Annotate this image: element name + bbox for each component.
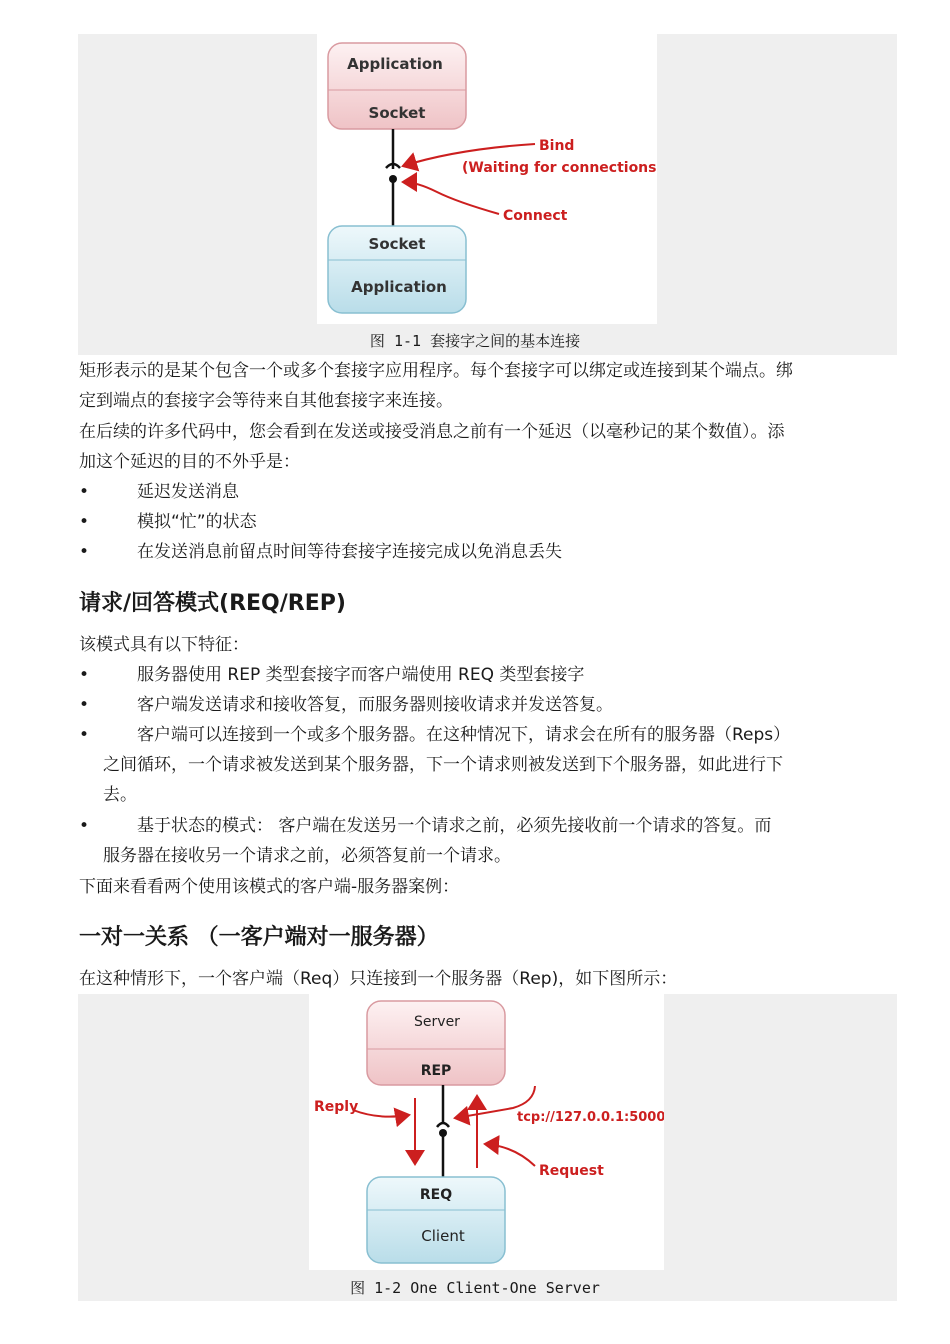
- connect-label: Connect: [503, 208, 568, 224]
- bullet-icon: •: [79, 482, 90, 502]
- figure-1-caption: 图 1-1 套接字之间的基本连接: [369, 332, 581, 350]
- reply-pointer: [353, 1110, 409, 1117]
- request-pointer: [485, 1144, 535, 1166]
- section-heading-one-to-one: 一对一关系 （一客户端对一服务器）: [79, 925, 439, 950]
- list-item-line: 服务器在接收另一个请求之前，必须答复前一个请求。: [103, 846, 511, 866]
- rep-label: REP: [420, 1063, 452, 1079]
- connect-arrow: [403, 182, 499, 214]
- reply-label: Reply: [314, 1099, 359, 1115]
- bullet-icon: •: [79, 725, 90, 745]
- bind-sublabel: (Waiting for connections): [462, 160, 657, 176]
- request-label: Request: [539, 1163, 604, 1179]
- bullet-icon: •: [79, 512, 90, 532]
- socket-connection-diagram: [317, 34, 657, 324]
- paragraph-line: 定到端点的套接字会等待来自其他套接字来连接。: [79, 391, 453, 411]
- paragraph-line: 在后续的许多代码中，您会看到在发送或接受消息之前有一个延迟（以毫秒记的某个数值）。添: [79, 422, 785, 442]
- list-item-text: [103, 811, 899, 871]
- socket-cup: [437, 1123, 449, 1127]
- bullet-icon: •: [79, 695, 90, 715]
- figure-1-canvas: [317, 34, 657, 324]
- list-item-line: 之间循环，一个请求被发送到某个服务器，下一个请求则被发送到下个服务器，如此进行下: [103, 755, 783, 775]
- paragraph-line: 加这个延迟的目的不外乎是：: [79, 452, 300, 472]
- top-socket-label: Socket: [368, 104, 426, 122]
- top-application-label: Application: [347, 55, 443, 73]
- tcp-address-label: tcp://127.0.0.1:5000: [517, 1110, 664, 1125]
- paragraph-line: 矩形表示的是某个包含一个或多个套接字应用程序。每个套接字可以绑定或连接到某个端点。绑: [79, 361, 793, 381]
- req-rep-diagram: [309, 994, 664, 1270]
- list-item-line: 基于状态的模式： 客户端在发送另一个请求之前，必须先接收前一个请求的答复。而: [137, 816, 772, 836]
- bottom-application-label: Application: [351, 278, 447, 296]
- paragraph-delay: [79, 417, 899, 477]
- bullet-icon: •: [79, 542, 90, 562]
- list-item-text: [103, 720, 899, 810]
- paragraph-examples: 下面来看看两个使用该模式的客户端-服务器案例：: [79, 877, 460, 897]
- bullet-icon: •: [79, 816, 90, 836]
- paragraph-one-to-one: 在这种情形下，一个客户端（Req）只连接到一个服务器（Rep)，如下图所示：: [79, 969, 678, 989]
- list-item-text: 服务器使用 REP 类型套接字而客户端使用 REQ 类型套接字: [137, 665, 585, 685]
- client-label: Client: [421, 1227, 465, 1245]
- bind-label: Bind: [539, 138, 575, 154]
- list-item-text: 模拟“忙”的状态: [137, 512, 257, 532]
- figure-2-canvas: [309, 994, 664, 1270]
- bullet-icon: •: [79, 665, 90, 685]
- list-item: [79, 811, 899, 871]
- figure-2-caption: 图 1-2 One Client-One Server: [350, 1279, 600, 1297]
- list-item: [79, 720, 899, 810]
- req-label: REQ: [419, 1187, 453, 1203]
- list-item-text: 延迟发送消息: [137, 482, 239, 502]
- list-item-line: 去。: [103, 785, 137, 805]
- paragraph-features: 该模式具有以下特征：: [79, 635, 249, 655]
- server-label: Server: [414, 1014, 460, 1030]
- section-heading-req-rep: 请求/回答模式(REQ/REP): [79, 591, 346, 616]
- list-item-text: 客户端发送请求和接收答复，而服务器则接收请求并发送答复。: [137, 695, 613, 715]
- list-item-text: 在发送消息前留点时间等待套接字连接完成以免消息丢失: [137, 542, 562, 562]
- paragraph-intro: [79, 356, 899, 416]
- list-item-line: 客户端可以连接到一个或多个服务器。在这种情况下，请求会在所有的服务器（Reps）: [137, 725, 791, 745]
- bottom-socket-label: Socket: [368, 235, 426, 253]
